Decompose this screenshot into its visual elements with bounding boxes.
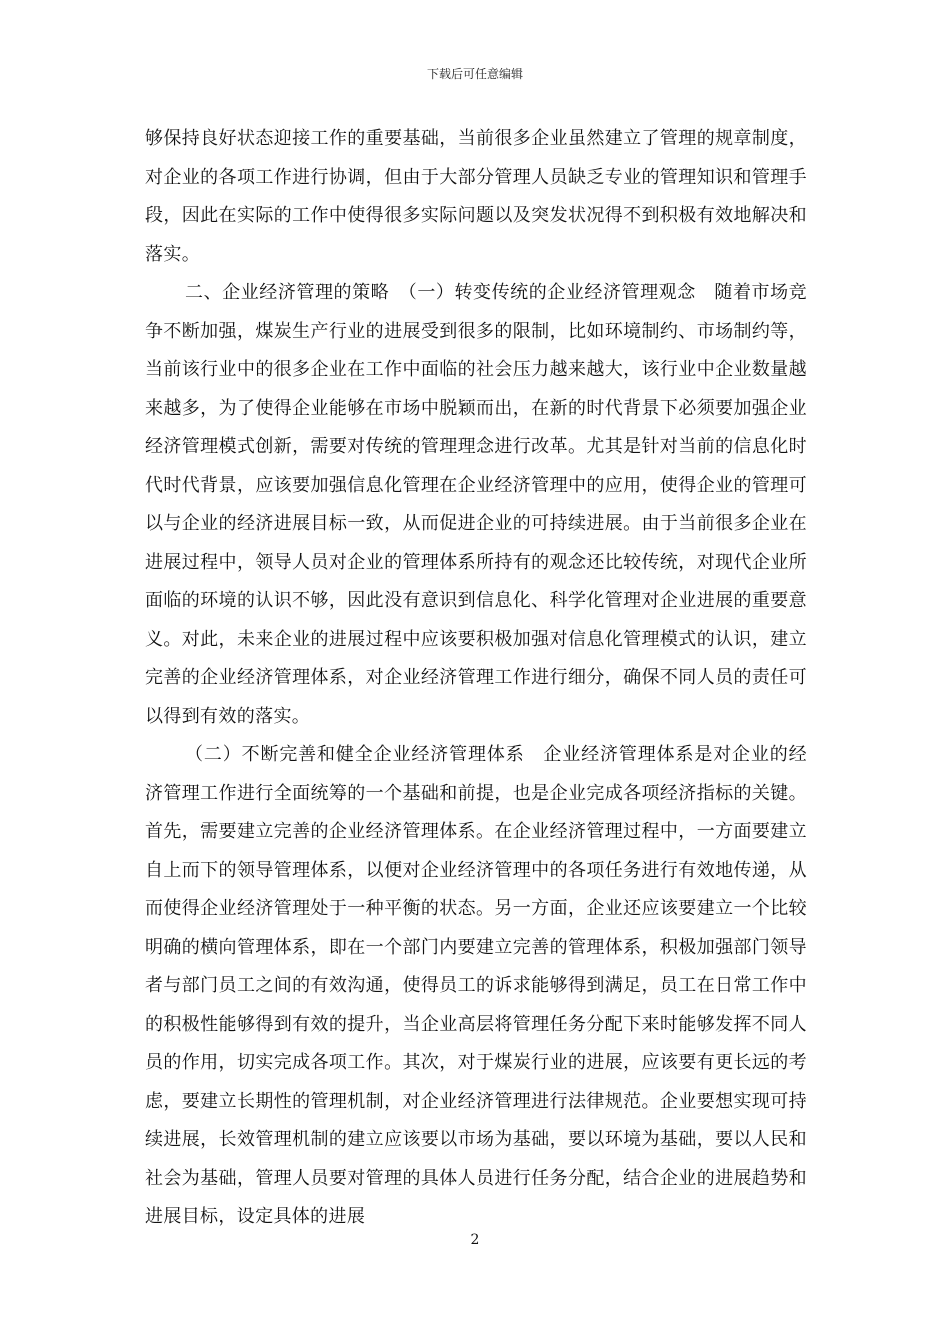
document-body [145, 120, 807, 1237]
paragraph-management-system: （二）不断完善和健全企业经济管理体系 企业经济管理体系是对企业的经济管理工作进行全面统筹的一个基础和前提，也是企业完成各项经济指标的关键。首先，需要建立完善的企业经济管理体系。在企业经济管理过程中，一方面要建立自上而下的领导管理体系，以便对企业经济管理中的各项任务进行有效地传递，从而使得企业经济管理处于一种平衡的状态。另一方面，企业还应该要建立一个比较明确的横向管理体系，即在一个部门内要建立完善的管理体系，积极加强部门领导者与部门员工之间的有效沟通，使得员工的诉求能够得到满足，员工在日常工作中的积极性能够得到有效的提升，当企业高层将管理任务分配下来时能够发挥不同人员的作用，切实完成各项工作。其次，对于煤炭行业的进展，应该要有更长远的考虑，要建立长期性的管理机制，对企业经济管理进行法律规范。企业要想实现可持续进展，长效管理机制的建立应该要以市场为基础，要以环境为基础，要以人民和社会为基础，管理人员要对管理的具体人员进行任务分配，结合企业的进展趋势和进展目标，设定具体的进展 [145, 744, 807, 1227]
page-number: 2 [470, 1232, 480, 1248]
page-header: 下载后可任意编辑 [426, 67, 523, 81]
paragraph-continued: 够保持良好状态迎接工作的重要基础，当前很多企业虽然建立了管理的规章制度，对企业的各项工作进行协调，但由于大部分管理人员缺乏专业的管理知识和管理手段，因此在实际的工作中使得很多实际问题以及突发状况得不到积极有效地解决和落实。 [145, 128, 807, 265]
paragraph-strategy-intro: 二、企业经济管理的策略 （一）转变传统的企业经济管理观念 随着市场竞争不断加强，煤炭生产行业的进展受到很多的限制，比如环境制约、市场制约等，当前该行业中的很多企业在工作中面临的社会压力越来越大，该行业中企业数量越来越多，为了使得企业能够在市场中脱颖而出，在新的时代背景下必须要加强企业经济管理模式创新，需要对传统的管理理念进行改革。尤其是针对当前的信息化时代时代背景，应该要加强信息化管理在企业经济管理中的应用，使得企业的管理可以与企业的经济进展目标一致，从而促进企业的可持续进展。由于当前很多企业在进展过程中，领导人员对企业的管理体系所持有的观念还比较传统，对现代企业所面临的环境的认识不够，因此没有意识到信息化、科学化管理对企业进展的重要意义。对此，未来企业的进展过程中应该要积极加强对信息化管理模式的认识，建立完善的企业经济管理体系，对企业经济管理工作进行细分，确保不同人员的责任可以得到有效的落实。 [145, 282, 807, 727]
